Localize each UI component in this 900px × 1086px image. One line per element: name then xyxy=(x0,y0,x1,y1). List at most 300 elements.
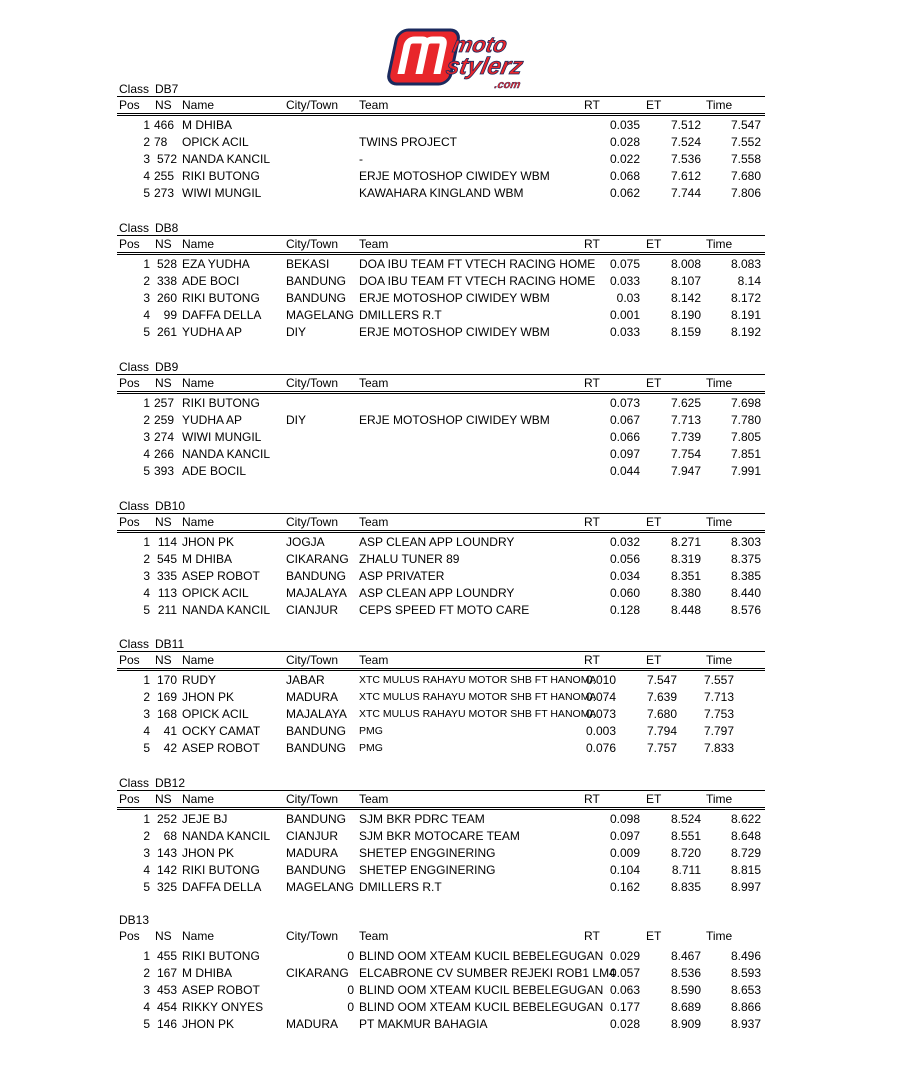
row-name: NANDA KANCIL xyxy=(182,152,271,167)
row-rt: 0.044 xyxy=(609,464,640,479)
row-rt: 0.076 xyxy=(585,741,616,756)
class-label: Class xyxy=(119,360,150,374)
row-pos: 2 xyxy=(143,413,150,428)
header-pos: Pos xyxy=(119,929,140,943)
row-ns: 41 xyxy=(163,724,177,739)
row-rt: 0.067 xyxy=(609,413,640,428)
row-team: PMG xyxy=(359,742,383,755)
row-et: 8.524 xyxy=(670,812,701,826)
row-et: 7.947 xyxy=(670,464,701,479)
row-rt: 0.03 xyxy=(616,291,640,306)
header-rt: RT xyxy=(584,98,600,112)
row-rt: 0.033 xyxy=(609,325,640,340)
row-pos: 1 xyxy=(143,118,150,132)
row-ns: 545 xyxy=(156,552,177,567)
row-et: 7.625 xyxy=(670,396,701,410)
class-label: Class xyxy=(119,637,150,651)
row-time: 8.385 xyxy=(730,569,761,584)
header-name: Name xyxy=(182,929,215,943)
row-name: ASEP ROBOT xyxy=(182,983,260,998)
row-rt: 0.060 xyxy=(609,586,640,601)
row-ns: 68 xyxy=(163,829,177,844)
row-time: 7.780 xyxy=(730,413,761,428)
header-et: ET xyxy=(646,237,662,251)
row-team: ERJE MOTOSHOP CIWIDEY WBM xyxy=(359,325,550,340)
header-team: Team xyxy=(359,515,389,529)
row-rt: 0.028 xyxy=(609,135,640,150)
header-top-rule xyxy=(117,374,765,375)
row-team: KAWAHARA KINGLAND WBM xyxy=(359,186,524,201)
row-time: 7.547 xyxy=(730,118,761,132)
header-city: City/Town xyxy=(286,515,339,529)
row-time: 8.937 xyxy=(730,1017,761,1032)
row-ns: 259 xyxy=(154,413,175,428)
row-et: 7.524 xyxy=(670,135,701,150)
row-name: OCKY CAMAT xyxy=(182,724,261,739)
row-rt: 0.057 xyxy=(609,966,640,981)
header-bottom-rule xyxy=(117,668,765,671)
row-time: 8.815 xyxy=(730,863,761,878)
row-ns: 454 xyxy=(156,1000,177,1015)
row-team: SHETEP ENGGINERING xyxy=(359,863,496,878)
class-value: DB7 xyxy=(155,82,179,96)
row-et: 7.612 xyxy=(670,169,701,184)
row-ns: 335 xyxy=(156,569,177,584)
row-et: 8.107 xyxy=(670,274,701,289)
row-city: JABAR xyxy=(286,673,325,687)
row-ns: 466 xyxy=(154,118,175,132)
header-name: Name xyxy=(182,792,215,806)
row-time: 8.192 xyxy=(730,325,761,340)
row-pos: 3 xyxy=(143,430,150,445)
row-pos: 3 xyxy=(143,707,150,722)
row-name: JHON PK xyxy=(182,690,235,705)
row-et: 7.744 xyxy=(670,186,701,201)
header-et: ET xyxy=(646,653,662,667)
row-ns: 325 xyxy=(156,880,177,895)
row-pos: 1 xyxy=(143,535,150,549)
row-name: NANDA KANCIL xyxy=(182,603,271,618)
row-team: XTC MULUS RAHAYU MOTOR SHB FT HANOMA xyxy=(359,691,597,704)
row-team: CEPS SPEED FT MOTO CARE xyxy=(359,603,530,618)
row-rt: 0.097 xyxy=(609,447,640,462)
header-city: City/Town xyxy=(286,237,339,251)
row-city: BANDUNG xyxy=(286,274,347,289)
row-city: BEKASI xyxy=(286,257,330,271)
row-city: JOGJA xyxy=(286,535,325,549)
row-ns: 78 xyxy=(154,135,168,150)
row-team: - xyxy=(359,152,363,167)
row-time: 7.713 xyxy=(703,690,734,705)
logo-text-moto: moto xyxy=(450,32,510,57)
header-top-rule xyxy=(117,235,765,236)
row-time: 8.172 xyxy=(730,291,761,306)
row-rt: 0.075 xyxy=(609,257,640,271)
row-pos: 2 xyxy=(143,274,150,289)
row-rt: 0.003 xyxy=(585,724,616,739)
header-time: Time xyxy=(706,98,733,112)
row-rt: 0.010 xyxy=(585,673,616,687)
row-name: JHON PK xyxy=(182,846,235,861)
header-top-rule xyxy=(117,651,765,652)
header-name: Name xyxy=(182,237,215,251)
row-time: 7.698 xyxy=(730,396,761,410)
row-city: MAGELANG xyxy=(286,308,355,323)
row-team: ASP CLEAN APP LOUNDRY xyxy=(359,586,515,601)
row-pos: 2 xyxy=(143,552,150,567)
row-time: 8.653 xyxy=(730,983,761,998)
row-time: 8.648 xyxy=(730,829,761,844)
row-city: DIY xyxy=(286,413,307,428)
row-city: MADURA xyxy=(286,1017,339,1032)
row-name: RUDY xyxy=(182,673,217,687)
row-pos: 2 xyxy=(143,829,150,844)
row-time: 8.303 xyxy=(730,535,761,549)
row-team: PMG xyxy=(359,725,383,738)
row-city: MAJALAYA xyxy=(286,707,347,722)
row-team: SHETEP ENGGINERING xyxy=(359,846,496,861)
row-team: SJM BKR PDRC TEAM xyxy=(359,812,485,826)
row-city: BANDUNG xyxy=(286,812,347,826)
header-team: Team xyxy=(359,237,389,251)
row-rt: 0.009 xyxy=(609,846,640,861)
row-team: XTC MULUS RAHAYU MOTOR SHB FT HANOMA xyxy=(359,674,597,686)
header-et: ET xyxy=(646,929,662,943)
row-ns: 260 xyxy=(156,291,177,306)
header-team: Team xyxy=(359,792,389,806)
header-time: Time xyxy=(706,237,733,251)
row-et: 7.639 xyxy=(646,690,677,705)
row-name: RIKI BUTONG xyxy=(182,169,260,184)
row-rt: 0.032 xyxy=(609,535,640,549)
row-ns: 572 xyxy=(156,152,177,167)
row-team: BLIND OOM XTEAM KUCIL BEBELEGUGAN xyxy=(359,1000,604,1015)
row-name: RIKI BUTONG xyxy=(182,949,260,963)
class-value: DB12 xyxy=(155,776,186,790)
row-name: RIKKY ONYES xyxy=(182,1000,264,1015)
row-rt: 0.035 xyxy=(609,118,640,132)
row-rt: 0.074 xyxy=(585,690,616,705)
header-bottom-rule xyxy=(117,391,765,394)
row-et: 7.739 xyxy=(670,430,701,445)
row-rt: 0.177 xyxy=(609,1000,640,1015)
header-team: Team xyxy=(359,653,389,667)
row-name: JHON PK xyxy=(182,1017,235,1032)
class-label: Class xyxy=(119,221,150,235)
row-pos: 1 xyxy=(143,949,150,963)
header-et: ET xyxy=(646,515,662,529)
row-name: DAFFA DELLA xyxy=(182,308,262,323)
row-pos: 4 xyxy=(143,1000,150,1015)
row-rt: 0.022 xyxy=(609,152,640,167)
header-rt: RT xyxy=(584,237,600,251)
row-ns: 455 xyxy=(156,949,177,963)
row-rt: 0.066 xyxy=(609,430,640,445)
row-name: ADE BOCIL xyxy=(182,464,247,479)
header-bottom-rule xyxy=(117,113,765,116)
row-rt: 0.034 xyxy=(609,569,640,584)
header-rt: RT xyxy=(584,376,600,390)
row-pos: 4 xyxy=(143,586,150,601)
row-city: DIY xyxy=(286,325,307,340)
row-city: CIANJUR xyxy=(286,829,339,844)
row-ns: 274 xyxy=(154,430,175,445)
row-et: 7.754 xyxy=(670,447,701,462)
row-et: 8.536 xyxy=(670,966,701,981)
row-name: EZA YUDHA xyxy=(182,257,250,271)
row-pos: 2 xyxy=(143,966,150,981)
header-ns: NS xyxy=(155,653,172,667)
row-ns: 168 xyxy=(156,707,177,722)
row-et: 8.689 xyxy=(670,1000,701,1015)
row-name: JEJE BJ xyxy=(182,812,228,826)
header-team: Team xyxy=(359,98,389,112)
class-value: DB13 xyxy=(119,913,150,927)
header-city: City/Town xyxy=(286,792,339,806)
row-et: 7.512 xyxy=(670,118,701,132)
row-city: BANDUNG xyxy=(286,724,347,739)
row-et: 8.319 xyxy=(670,552,701,567)
row-et: 8.551 xyxy=(670,829,701,844)
row-pos: 1 xyxy=(143,812,150,826)
row-time: 8.191 xyxy=(730,308,761,323)
row-name: NANDA KANCIL xyxy=(182,829,271,844)
header-top-rule xyxy=(117,513,765,514)
header-city: City/Town xyxy=(286,376,339,390)
row-team: XTC MULUS RAHAYU MOTOR SHB FT HANOMA xyxy=(359,708,597,721)
row-city: 0 xyxy=(347,949,354,963)
row-ns: 261 xyxy=(156,325,177,340)
row-city: BANDUNG xyxy=(286,569,347,584)
row-pos: 5 xyxy=(143,464,150,479)
row-time: 8.593 xyxy=(730,966,761,981)
row-rt: 0.028 xyxy=(609,1017,640,1032)
row-team: DOA IBU TEAM FT VTECH RACING HOME xyxy=(359,274,596,289)
row-pos: 4 xyxy=(143,169,150,184)
row-pos: 5 xyxy=(143,603,150,618)
row-team: ERJE MOTOSHOP CIWIDEY WBM xyxy=(359,169,550,184)
header-bottom-rule xyxy=(117,252,765,255)
row-pos: 5 xyxy=(143,880,150,895)
header-name: Name xyxy=(182,515,215,529)
row-name: NANDA KANCIL xyxy=(182,447,271,462)
row-time: 8.576 xyxy=(730,603,761,618)
row-name: M DHIBA xyxy=(182,966,233,981)
row-et: 8.380 xyxy=(670,586,701,601)
header-city: City/Town xyxy=(286,929,339,943)
row-name: OPICK ACIL xyxy=(182,135,249,150)
row-pos: 3 xyxy=(143,983,150,998)
row-rt: 0.001 xyxy=(609,308,640,323)
row-ns: 453 xyxy=(156,983,177,998)
header-bottom-rule xyxy=(117,807,765,810)
row-name: M DHIBA xyxy=(182,552,233,567)
row-rt: 0.062 xyxy=(609,186,640,201)
row-name: ASEP ROBOT xyxy=(182,741,260,756)
row-ns: 273 xyxy=(154,186,175,201)
row-name: M DHIBA xyxy=(182,118,233,132)
row-time: 7.797 xyxy=(703,724,734,739)
row-et: 8.159 xyxy=(670,325,701,340)
row-ns: 257 xyxy=(154,396,175,410)
class-value: DB9 xyxy=(155,360,179,374)
row-et: 8.008 xyxy=(670,257,701,271)
header-pos: Pos xyxy=(119,653,140,667)
row-time: 7.753 xyxy=(703,707,734,722)
row-team: BLIND OOM XTEAM KUCIL BEBELEGUGAN xyxy=(359,983,604,998)
row-name: ADE BOCI xyxy=(182,274,240,289)
header-pos: Pos xyxy=(119,792,140,806)
row-name: RIKI BUTONG xyxy=(182,396,260,410)
row-team: ERJE MOTOSHOP CIWIDEY WBM xyxy=(359,413,550,428)
row-name: YUDHA AP xyxy=(182,325,243,340)
row-name: RIKI BUTONG xyxy=(182,291,260,306)
row-city: MAJALAYA xyxy=(286,586,347,601)
row-pos: 5 xyxy=(143,325,150,340)
row-ns: 252 xyxy=(156,812,177,826)
row-city: 0 xyxy=(347,1000,354,1015)
row-rt: 0.098 xyxy=(609,812,640,826)
logo-text-stylerz: stylerz xyxy=(443,53,526,80)
class-label: Class xyxy=(119,776,150,790)
header-et: ET xyxy=(646,98,662,112)
row-name: OPICK ACIL xyxy=(182,707,249,722)
row-pos: 3 xyxy=(143,569,150,584)
class-value: DB10 xyxy=(155,499,186,513)
class-label: Class xyxy=(119,82,150,96)
row-ns: 266 xyxy=(154,447,175,462)
row-pos: 2 xyxy=(143,135,150,150)
row-et: 8.448 xyxy=(670,603,701,618)
header-name: Name xyxy=(182,376,215,390)
row-pos: 3 xyxy=(143,846,150,861)
row-team: ZHALU TUNER 89 xyxy=(359,552,460,567)
header-time: Time xyxy=(706,653,733,667)
row-ns: 169 xyxy=(156,690,177,705)
header-time: Time xyxy=(706,929,733,943)
row-pos: 4 xyxy=(143,447,150,462)
row-time: 7.805 xyxy=(730,430,761,445)
row-team: BLIND OOM XTEAM KUCIL BEBELEGUGAN xyxy=(359,949,604,963)
header-rt: RT xyxy=(584,653,600,667)
row-team: ASP PRIVATER xyxy=(359,569,445,584)
row-time: 7.552 xyxy=(730,135,761,150)
row-name: RIKI BUTONG xyxy=(182,863,260,878)
row-time: 8.997 xyxy=(730,880,761,895)
row-team: PT MAKMUR BAHAGIA xyxy=(359,1017,488,1032)
row-city: MAGELANG xyxy=(286,880,355,895)
header-ns: NS xyxy=(155,98,172,112)
row-et: 8.467 xyxy=(670,949,701,963)
header-rt: RT xyxy=(584,792,600,806)
row-team: ELCABRONE CV SUMBER REJEKI ROB1 LM4 xyxy=(359,966,616,981)
class-value: DB11 xyxy=(155,637,185,651)
row-et: 7.794 xyxy=(646,724,677,739)
row-city: MADURA xyxy=(286,846,339,861)
row-rt: 0.033 xyxy=(609,274,640,289)
header-bottom-rule xyxy=(117,530,765,533)
row-ns: 393 xyxy=(154,464,175,479)
logo-text-com: .com xyxy=(493,79,522,91)
row-et: 8.835 xyxy=(670,880,701,895)
row-et: 8.142 xyxy=(670,291,701,306)
row-city: CIANJUR xyxy=(286,603,339,618)
row-time: 8.622 xyxy=(730,812,761,826)
header-time: Time xyxy=(706,376,733,390)
header-ns: NS xyxy=(155,237,172,251)
row-ns: 338 xyxy=(156,274,177,289)
row-ns: 255 xyxy=(154,169,175,184)
row-time: 8.440 xyxy=(730,586,761,601)
row-city: BANDUNG xyxy=(286,863,347,878)
row-pos: 4 xyxy=(143,308,150,323)
row-pos: 4 xyxy=(143,863,150,878)
header-rt: RT xyxy=(584,929,600,943)
row-ns: 167 xyxy=(156,966,177,981)
row-time: 7.557 xyxy=(703,673,734,687)
header-pos: Pos xyxy=(119,98,140,112)
row-name: YUDHA AP xyxy=(182,413,243,428)
row-time: 8.729 xyxy=(730,846,761,861)
header-time: Time xyxy=(706,515,733,529)
row-team: ASP CLEAN APP LOUNDRY xyxy=(359,535,515,549)
header-top-rule xyxy=(117,790,765,791)
class-value: DB8 xyxy=(155,221,179,235)
row-city: CIKARANG xyxy=(286,552,349,567)
row-ns: 143 xyxy=(156,846,177,861)
row-city: 0 xyxy=(347,983,354,998)
row-et: 8.190 xyxy=(670,308,701,323)
row-pos: 5 xyxy=(143,741,150,756)
row-ns: 113 xyxy=(157,586,177,601)
row-pos: 1 xyxy=(143,257,150,271)
row-rt: 0.073 xyxy=(609,396,640,410)
header-et: ET xyxy=(646,792,662,806)
header-et: ET xyxy=(646,376,662,390)
row-city: MADURA xyxy=(286,690,339,705)
header-pos: Pos xyxy=(119,237,140,251)
row-rt: 0.162 xyxy=(609,880,640,895)
row-ns: 211 xyxy=(157,603,177,618)
row-name: ASEP ROBOT xyxy=(182,569,260,584)
row-et: 7.757 xyxy=(646,741,677,756)
row-time: 7.806 xyxy=(730,186,761,201)
row-team: ERJE MOTOSHOP CIWIDEY WBM xyxy=(359,291,550,306)
row-rt: 0.097 xyxy=(609,829,640,844)
row-pos: 5 xyxy=(143,186,150,201)
row-ns: 146 xyxy=(156,1017,177,1032)
row-pos: 1 xyxy=(143,673,150,687)
row-team: TWINS PROJECT xyxy=(359,135,457,150)
row-time: 7.558 xyxy=(730,152,761,167)
row-team: SJM BKR MOTOCARE TEAM xyxy=(359,829,520,844)
header-ns: NS xyxy=(155,376,172,390)
row-time: 7.851 xyxy=(730,447,761,462)
row-ns: 114 xyxy=(157,535,177,549)
header-name: Name xyxy=(182,653,215,667)
row-ns: 528 xyxy=(156,257,177,271)
row-time: 8.496 xyxy=(730,949,761,963)
header-team: Team xyxy=(359,929,389,943)
row-rt: 0.104 xyxy=(609,863,640,878)
header-rt: RT xyxy=(584,515,600,529)
row-et: 7.680 xyxy=(646,707,677,722)
row-rt: 0.128 xyxy=(609,603,640,618)
row-pos: 3 xyxy=(143,291,150,306)
row-name: OPICK ACIL xyxy=(182,586,249,601)
row-rt: 0.073 xyxy=(585,707,616,722)
row-team: DMILLERS R.T xyxy=(359,880,442,895)
